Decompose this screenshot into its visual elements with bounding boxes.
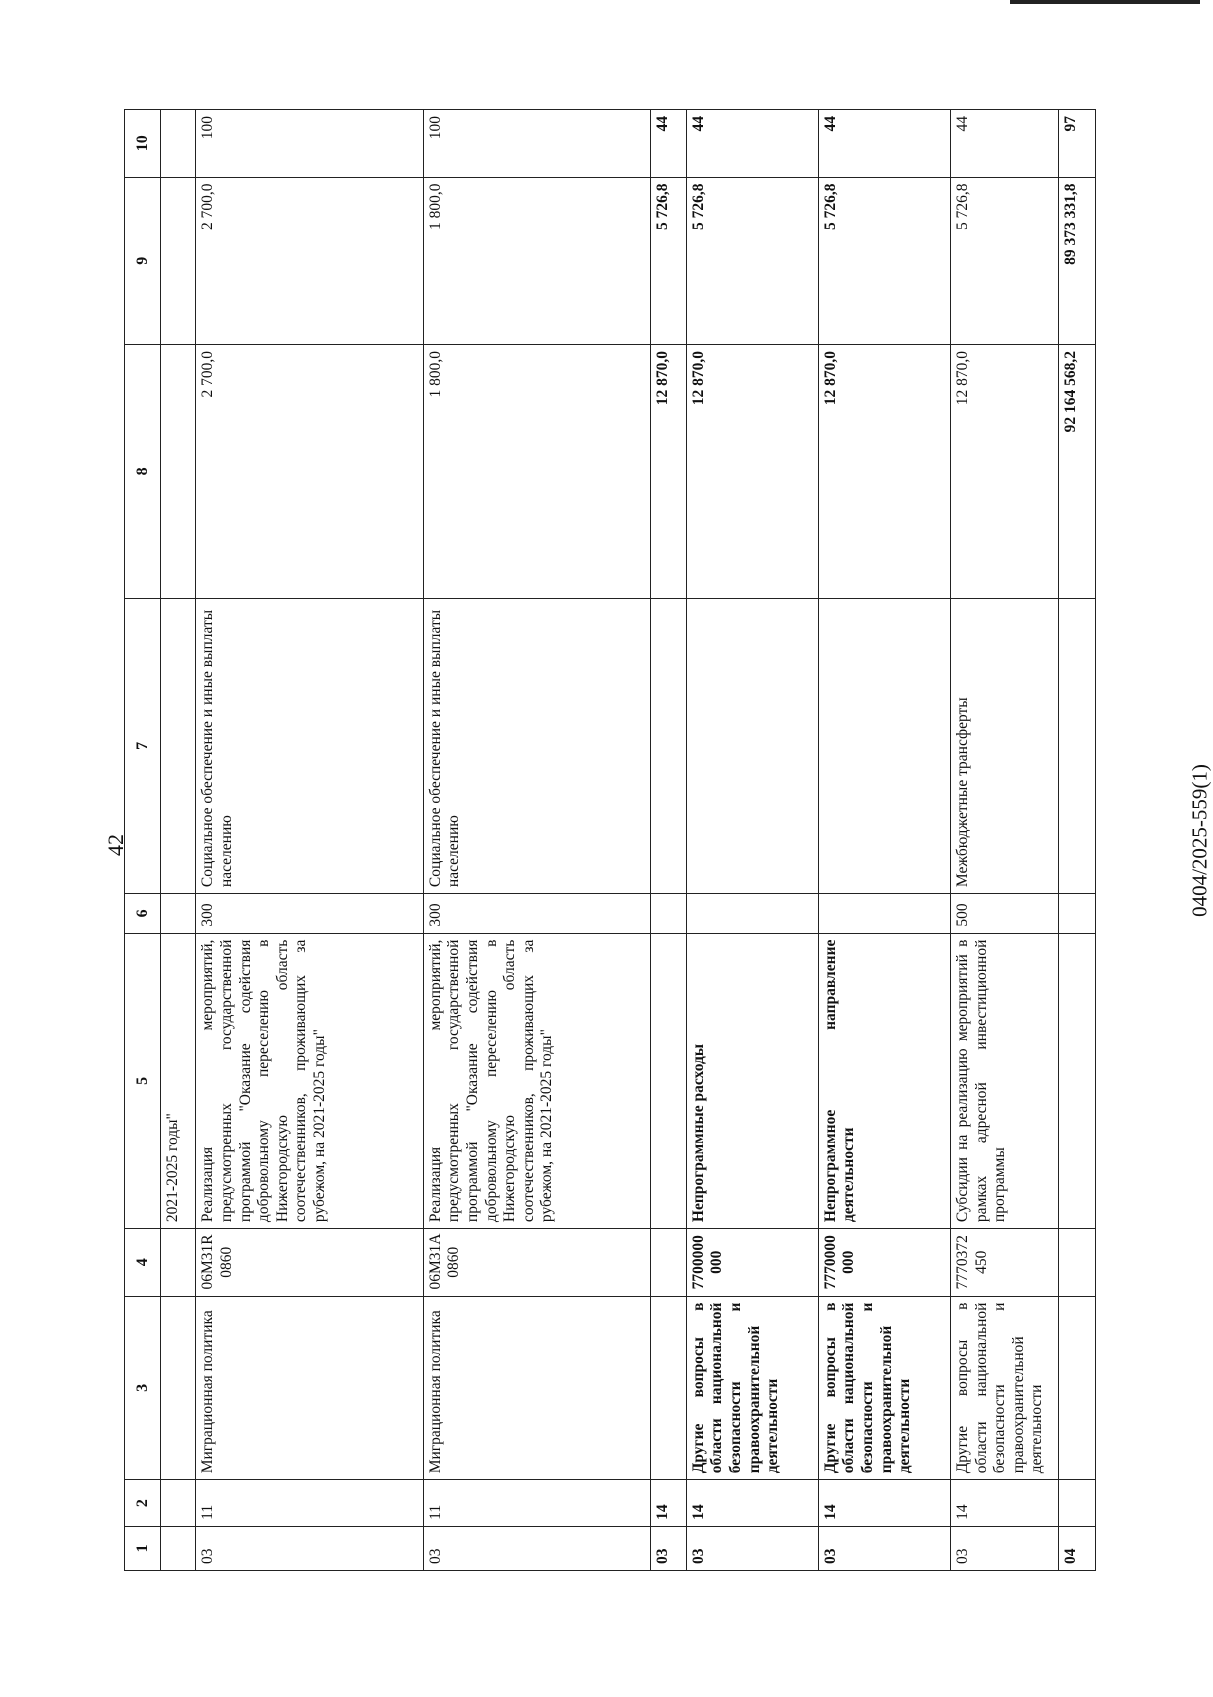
cell-expense-name bbox=[686, 598, 818, 893]
header-cell: 2 bbox=[125, 1480, 161, 1527]
cell-target-code: 06М31R 0860 bbox=[196, 1229, 423, 1296]
table-row bbox=[950, 110, 1058, 1571]
cell-percent: 97 bbox=[1059, 110, 1096, 178]
cell-section: 03 bbox=[651, 1526, 687, 1570]
cell-actual: 5 726,8 bbox=[950, 177, 1058, 345]
cell-actual: 89 373 331,8 bbox=[1059, 177, 1096, 345]
cell-subsection bbox=[1059, 1480, 1096, 1527]
empty-cell bbox=[160, 598, 196, 893]
rotated-table-wrapper bbox=[124, 109, 1096, 1571]
cell-target-name: Непрограммное направление деятельности bbox=[818, 933, 950, 1228]
cell-section: 03 bbox=[818, 1526, 950, 1570]
scan-edge-mark bbox=[1010, 0, 1200, 4]
header-cell: 9 bbox=[125, 177, 161, 345]
cell-actual: 1 800,0 bbox=[423, 177, 650, 345]
empty-cell bbox=[160, 1480, 196, 1527]
cell-target-code: 7770372 450 bbox=[950, 1229, 1058, 1296]
cell-expense-name: Социальное обеспечение и иные выплаты населению bbox=[423, 598, 650, 893]
cell-actual: 5 726,8 bbox=[651, 177, 687, 345]
cell-percent: 100 bbox=[196, 110, 423, 178]
cell-target-code: 7770000 000 bbox=[818, 1229, 950, 1296]
cell-section: 03 bbox=[950, 1526, 1058, 1570]
cell-plan: 12 870,0 bbox=[686, 345, 818, 599]
cell-expense-type bbox=[818, 894, 950, 934]
continuation-row bbox=[160, 110, 196, 1571]
header-cell: 6 bbox=[125, 894, 161, 934]
cell-percent: 44 bbox=[651, 110, 687, 178]
cell-actual: 5 726,8 bbox=[818, 177, 950, 345]
cell-actual: 2 700,0 bbox=[196, 177, 423, 345]
cell-section-name bbox=[1059, 1296, 1096, 1480]
cell-subsection: 14 bbox=[818, 1480, 950, 1527]
empty-cell bbox=[160, 1526, 196, 1570]
cell-percent: 44 bbox=[950, 110, 1058, 178]
table-row bbox=[196, 110, 423, 1571]
cell-target-code: 7700000 000 bbox=[686, 1229, 818, 1296]
empty-cell bbox=[160, 177, 196, 345]
cell-section-name: Миграционная политика bbox=[423, 1296, 650, 1480]
table-row bbox=[686, 110, 818, 1571]
cell-subsection: 14 bbox=[686, 1480, 818, 1527]
cell-target-code bbox=[651, 1229, 687, 1296]
cell-target-name bbox=[1059, 933, 1096, 1228]
document-code: 0404/2025-559(1) bbox=[1187, 764, 1212, 917]
cell-plan: 2 700,0 bbox=[196, 345, 423, 599]
cell-target-name: Непрограммные расходы bbox=[686, 933, 818, 1228]
cell-expense-name: Межбюджетные трансферты bbox=[950, 598, 1058, 893]
cell-plan: 12 870,0 bbox=[651, 345, 687, 599]
cell-section-name: Другие вопросы в области национальной безопасности и правоохранительной деятельности bbox=[818, 1296, 950, 1480]
header-cell: 10 bbox=[125, 110, 161, 178]
empty-cell bbox=[160, 345, 196, 599]
cell-actual: 5 726,8 bbox=[686, 177, 818, 345]
table-row bbox=[1059, 110, 1096, 1571]
cell-percent: 44 bbox=[686, 110, 818, 178]
cell-expense-name bbox=[1059, 598, 1096, 893]
cell-target-name: Субсидии на реализацию мероприятий в рамках адресной инвестиционной программы bbox=[950, 933, 1058, 1228]
cell-section: 04 bbox=[1059, 1526, 1096, 1570]
cell-subsection: 11 bbox=[423, 1480, 650, 1527]
cell-percent: 44 bbox=[818, 110, 950, 178]
header-cell: 3 bbox=[125, 1296, 161, 1480]
cell-target-name bbox=[651, 933, 687, 1228]
cell-section-name: Миграционная политика bbox=[196, 1296, 423, 1480]
table-row bbox=[423, 110, 650, 1571]
cell-plan: 1 800,0 bbox=[423, 345, 650, 599]
header-cell: 7 bbox=[125, 598, 161, 893]
empty-cell bbox=[160, 1296, 196, 1480]
empty-cell bbox=[160, 894, 196, 934]
cell-section-name: Другие вопросы в области национальной безопасности и правоохранительной деятельности bbox=[686, 1296, 818, 1480]
header-cell: 1 bbox=[125, 1526, 161, 1570]
cell-expense-type: 500 bbox=[950, 894, 1058, 934]
cell-section: 03 bbox=[686, 1526, 818, 1570]
cell-target-code bbox=[1059, 1229, 1096, 1296]
cell-expense-type: 300 bbox=[423, 894, 650, 934]
cell-section-name: Другие вопросы в области национальной безопасности и правоохранительной деятельности bbox=[950, 1296, 1058, 1480]
page-number: 42 bbox=[103, 834, 128, 856]
cell-section-name bbox=[651, 1296, 687, 1480]
cell-section: 03 bbox=[423, 1526, 650, 1570]
table-row bbox=[818, 110, 950, 1571]
cell-plan: 12 870,0 bbox=[950, 345, 1058, 599]
cell-target-name: Реализация мероприятий, предусмотренных государственной программой "Оказание содействия добровольному переселению в Нижегородскую область соотечественников, проживающих за рубежом, на 2021-2025 годы" bbox=[196, 933, 423, 1228]
empty-cell bbox=[160, 110, 196, 178]
header-cell: 8 bbox=[125, 345, 161, 599]
cell-expense-name bbox=[818, 598, 950, 893]
cell-expense-type bbox=[651, 894, 687, 934]
cell-subsection: 14 bbox=[950, 1480, 1058, 1527]
continuation-text: 2021-2025 годы" bbox=[160, 933, 196, 1228]
cell-expense-type: 300 bbox=[196, 894, 423, 934]
cell-percent: 100 bbox=[423, 110, 650, 178]
cell-expense-type bbox=[686, 894, 818, 934]
header-cell: 4 bbox=[125, 1229, 161, 1296]
header-row bbox=[125, 110, 161, 1571]
cell-plan: 12 870,0 bbox=[818, 345, 950, 599]
cell-target-name: Реализация мероприятий, предусмотренных государственной программой "Оказание содействия добровольному переселению в Нижегородскую область соотечественников, проживающих за рубежом, на 2021-2025 годы" bbox=[423, 933, 650, 1228]
table-row bbox=[651, 110, 687, 1571]
cell-expense-name bbox=[651, 598, 687, 893]
cell-expense-type bbox=[1059, 894, 1096, 934]
empty-cell bbox=[160, 1229, 196, 1296]
cell-target-code: 06М31А 0860 bbox=[423, 1229, 650, 1296]
cell-plan: 92 164 568,2 bbox=[1059, 345, 1096, 599]
header-cell: 5 bbox=[125, 933, 161, 1228]
cell-subsection: 11 bbox=[196, 1480, 423, 1527]
cell-expense-name: Социальное обеспечение и иные выплаты населению bbox=[196, 598, 423, 893]
cell-subsection: 14 bbox=[651, 1480, 687, 1527]
cell-section: 03 bbox=[196, 1526, 423, 1570]
budget-table bbox=[124, 109, 1096, 1571]
